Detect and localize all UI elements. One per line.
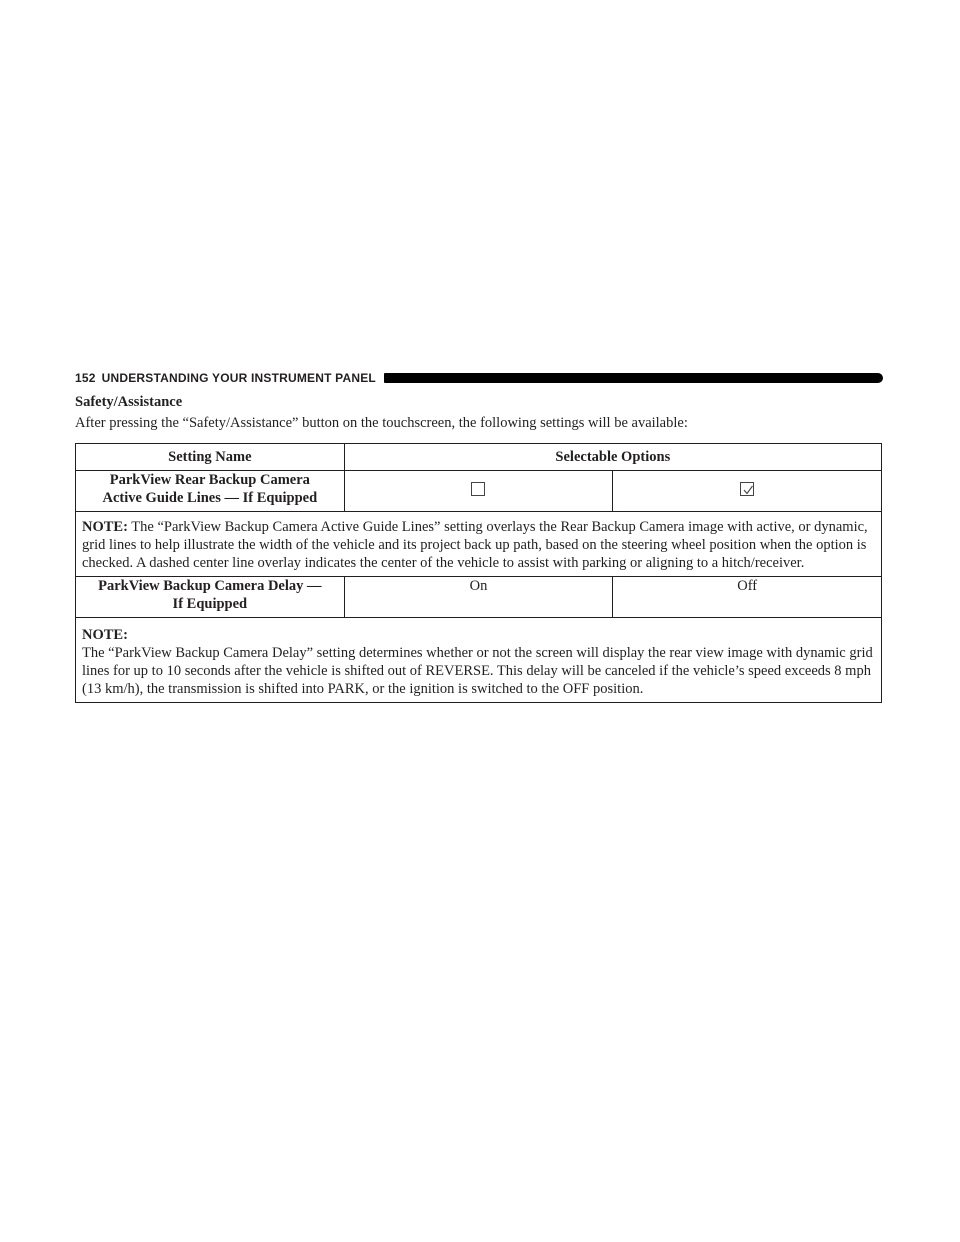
option-cell: [344, 471, 613, 512]
header-setting-name: Setting Name: [76, 444, 345, 471]
option-cell: [613, 471, 882, 512]
setting-name-cell: [76, 471, 345, 512]
table-header-row: [76, 444, 882, 471]
table-note-row: [76, 618, 882, 703]
note-cell: [76, 618, 882, 703]
page-number: 152: [75, 371, 96, 385]
table-row: [76, 471, 882, 512]
table-row: [76, 577, 882, 618]
note-label: NOTE:: [82, 519, 128, 535]
page-header: [75, 370, 883, 386]
setting-name-line: If Equipped: [172, 596, 248, 612]
checked-box-icon: [740, 482, 754, 496]
section-safety-assistance: [75, 393, 883, 433]
setting-name-line: ParkView Rear Backup Camera: [109, 472, 310, 488]
section-intro: After pressing the “Safety/Assistance” button on the touchscreen, the following settings will be available:: [75, 415, 688, 431]
setting-name-line: Active Guide Lines — If Equipped: [102, 490, 318, 506]
table-note-row: [76, 512, 882, 577]
note-text: The “ParkView Backup Camera Active Guide Lines” setting overlays the Rear Backup Camera image with active, or dynamic, grid lines to help illustrate the width of the vehicle and its project back up path, based on the steering wheel position when the option is checked. A dashed center line overlay indicates the center of the vehicle to assist with parking or aligning to a hitch/receiver.: [82, 519, 868, 571]
unchecked-box-icon: [471, 482, 485, 496]
chapter-title: UNDERSTANDING YOUR INSTRUMENT PANEL: [101, 371, 376, 385]
setting-name-line: ParkView Backup Camera Delay —: [98, 578, 322, 594]
header-rule: [384, 373, 883, 383]
header-selectable-options: Selectable Options: [344, 444, 881, 471]
note-cell: [76, 512, 882, 577]
section-heading: Safety/Assistance: [75, 394, 183, 410]
option-on: On: [344, 577, 613, 618]
settings-table: [75, 443, 882, 703]
note-text: The “ParkView Backup Camera Delay” setting determines whether or not the screen will display the rear view image with dynamic grid lines for up to 10 seconds after the vehicle is shifted out of REVERSE. This delay will be canceled if the vehicle’s speed exceeds 8 mph (13 km/h), the transmission is shifted into PARK, or the ignition is switched to the OFF position.: [82, 645, 873, 697]
note-label: NOTE:: [82, 627, 128, 643]
setting-name-cell: [76, 577, 345, 618]
option-off: Off: [613, 577, 882, 618]
